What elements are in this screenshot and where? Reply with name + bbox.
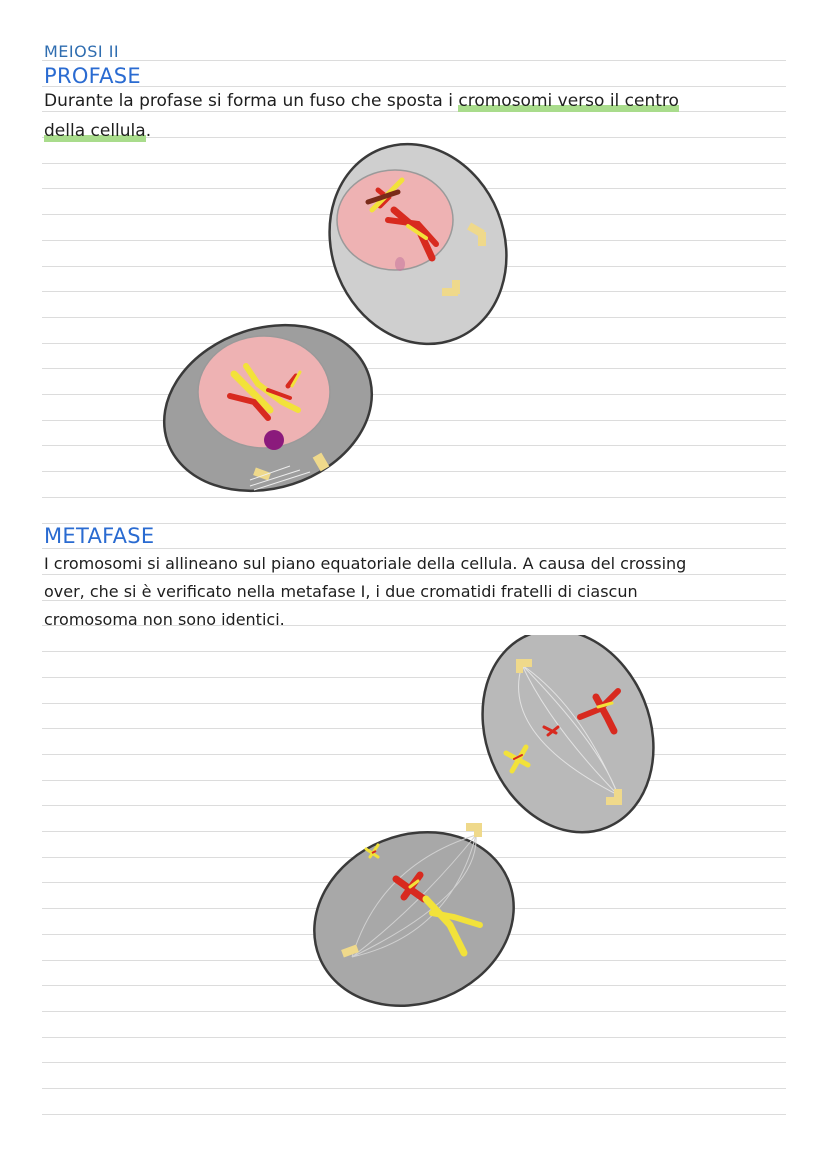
ruled-line xyxy=(42,137,786,138)
metafase-cell-lower xyxy=(300,803,540,1015)
ruled-line xyxy=(42,1037,786,1038)
profase-cells-illustration xyxy=(150,140,530,510)
ruled-line xyxy=(42,548,786,549)
profase-line1-highlight: cromosomi verso il centro xyxy=(458,91,679,111)
profase-heading: PROFASE xyxy=(44,64,141,88)
profase-cell-lower xyxy=(150,299,394,510)
profase-line2-highlight: della cellula xyxy=(44,121,146,141)
profase-text-line2 xyxy=(44,116,151,146)
ruled-line xyxy=(42,1062,786,1063)
ruled-line xyxy=(42,1114,786,1115)
metafase-line3: cromosoma non sono identici. xyxy=(44,610,285,629)
metafase-cell-upper xyxy=(453,635,670,858)
profase-text xyxy=(44,86,679,116)
metafase-line2: over, che si è verificato nella metafase I, i due cromatidi fratelli di ciascun xyxy=(44,582,638,601)
profase-line2-plain: . xyxy=(145,121,152,141)
metafase-heading: METAFASE xyxy=(44,524,155,548)
metafase-line1: I cromosomi si allineano sul piano equatoriale della cellula. A causa del crossing xyxy=(44,554,687,573)
ruled-line xyxy=(42,1088,786,1089)
ruled-line xyxy=(42,60,786,61)
metafase-cells-illustration xyxy=(300,635,670,1015)
profase-line1-plain: Durante la profase si forma un fuso che sposta i xyxy=(44,91,459,111)
section-tag: MEIOSI II xyxy=(44,42,120,61)
